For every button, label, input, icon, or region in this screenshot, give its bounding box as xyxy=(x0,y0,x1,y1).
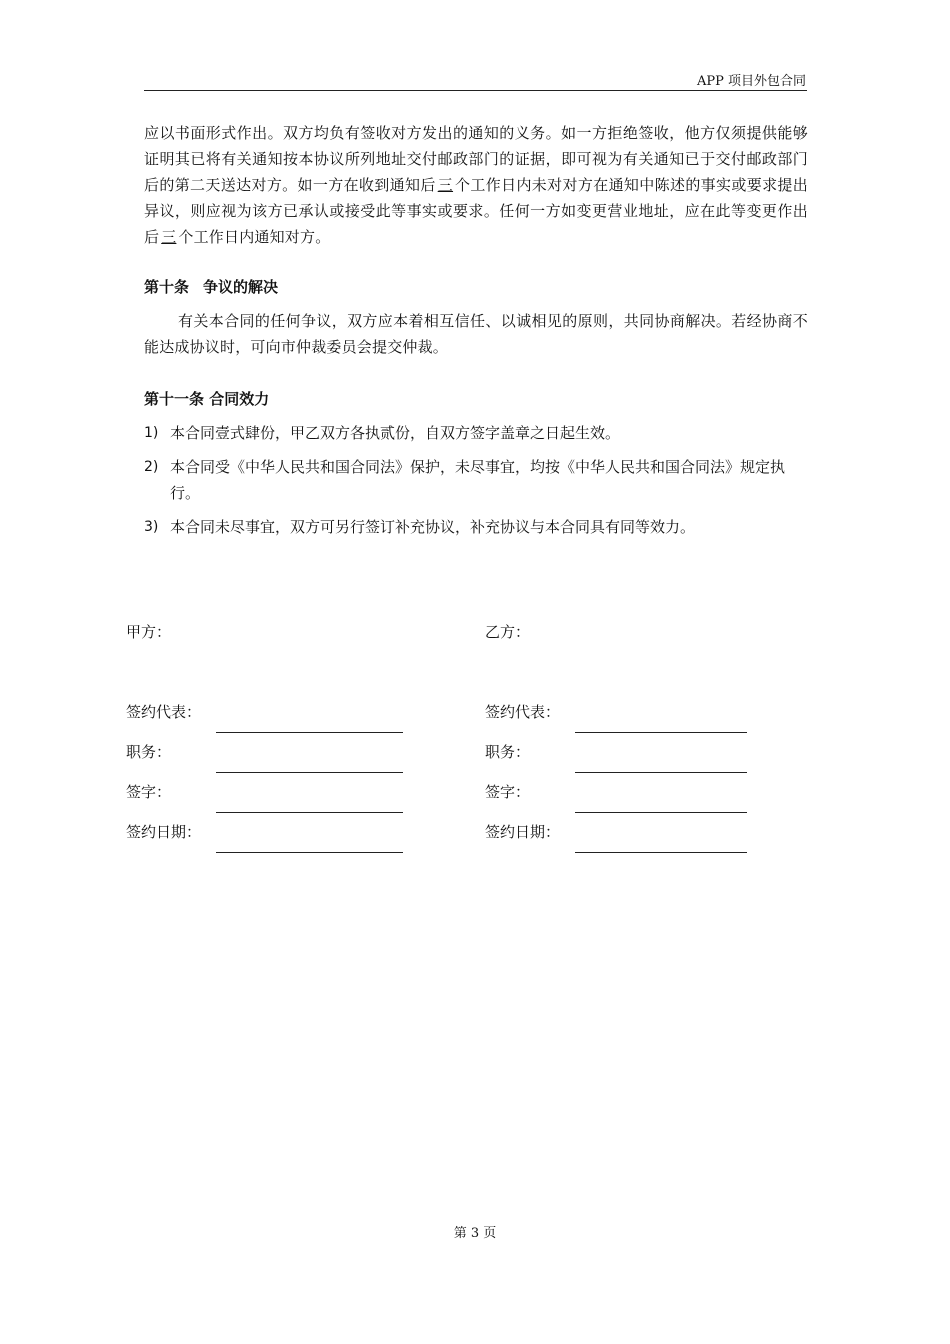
list-item xyxy=(144,454,808,506)
notice-text-2: 个工作日内未对对方在通知中陈述的事实或要求提出异议，则应视为该方已承认或接受此等事实或要求。任何一方如变更营业地址，应在此等变更作出后 xyxy=(144,176,808,246)
party-a-representative-line[interactable] xyxy=(216,732,403,733)
list-item-text: 本合同壹式肆份，甲乙双方各执贰份，自双方签字盖章之日起生效。 xyxy=(170,424,621,442)
notice-days-1: 三 xyxy=(437,176,454,194)
list-item-number: 3) xyxy=(144,519,159,535)
list-item xyxy=(144,420,808,446)
article-10-number: 第十条 xyxy=(144,278,190,296)
article-10-title: 争议的解决 xyxy=(203,278,279,296)
party-b-date-line[interactable] xyxy=(575,852,747,853)
party-b-position-label: 职务： xyxy=(485,743,531,761)
party-b-signature-line[interactable] xyxy=(575,812,747,813)
article-10-body: 有关本合同的任何争议，双方应本着相互信任、以诚相见的原则，共同协商解决。若经协商不能达成协议时，可向市仲裁委员会提交仲裁。 xyxy=(144,312,808,356)
party-a-signature-label: 签字： xyxy=(126,783,172,801)
party-b-date-label: 签约日期： xyxy=(485,823,561,841)
party-b-representative-line[interactable] xyxy=(575,732,747,733)
notice-days-2: 三 xyxy=(161,228,177,246)
notice-text-1: 应以书面形式作出。双方均负有签收对方发出的通知的义务。如一方拒绝签收，他方仅须提供能够证明其已将有关通知按本协议所列地址交付邮政部门的证据，即可视为有关通知已于交付邮政部门后的第二天送达对方。如一方在收到通知后 xyxy=(144,124,808,194)
party-b-representative-label: 签约代表： xyxy=(485,703,561,721)
party-a-signature-line[interactable] xyxy=(216,812,403,813)
party-a-date-label: 签约日期： xyxy=(126,823,202,841)
party-a-position-line[interactable] xyxy=(216,772,403,773)
article-11-heading: 第十一条 合同效力 xyxy=(144,390,270,408)
header-title: APP 项目外包合同 xyxy=(696,74,806,89)
party-b-label: 乙方： xyxy=(485,623,531,641)
list-item xyxy=(144,514,808,540)
party-a-date-line[interactable] xyxy=(216,852,403,853)
list-item-number: 1) xyxy=(144,425,159,441)
list-item-text: 本合同未尽事宜，双方可另行签订补充协议，补充协议与本合同具有同等效力。 xyxy=(170,518,696,536)
article-10-heading xyxy=(144,276,278,297)
page-body xyxy=(144,120,808,536)
party-b-signature-label: 签字： xyxy=(485,783,531,801)
list-item-number: 2) xyxy=(144,459,159,475)
notice-paragraph xyxy=(144,120,808,250)
page-number: 第 3 页 xyxy=(453,1226,497,1241)
party-a-position-label: 职务： xyxy=(126,743,172,761)
party-a-label: 甲方： xyxy=(126,623,172,641)
notice-text-3: 个工作日内通知对方。 xyxy=(178,228,331,246)
list-item-text: 本合同受《中华人民共和国合同法》保护，未尽事宜，均按《中华人民共和国合同法》规定执行。 xyxy=(170,458,786,502)
header-rule xyxy=(144,90,807,91)
party-a-representative-label: 签约代表： xyxy=(126,703,202,721)
party-b-position-line[interactable] xyxy=(575,772,747,773)
